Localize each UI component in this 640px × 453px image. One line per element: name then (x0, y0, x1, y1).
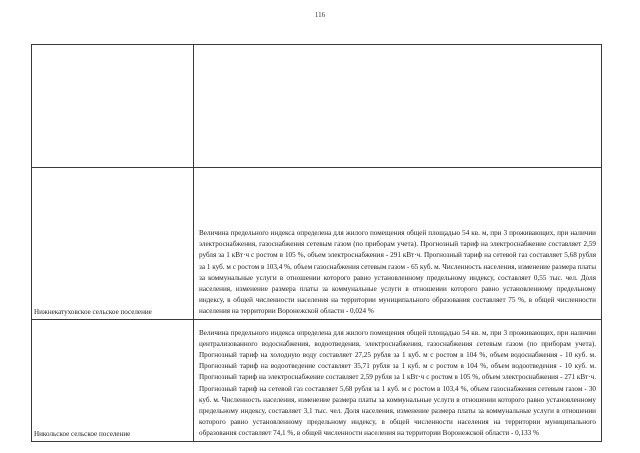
settlement-name-cell (32, 45, 194, 168)
table-row (32, 168, 602, 320)
table-row (32, 45, 602, 168)
settlement-name-cell: Никольское сельское поселение (32, 320, 194, 442)
tariff-index-table (31, 44, 602, 442)
settlement-name-cell: Нижнекатуховское сельское поселение (32, 168, 194, 320)
table-row (32, 320, 602, 442)
page-number: 116 (314, 11, 326, 19)
index-description-cell: Величина предельного индекса определена для жилого помещения общей площадью 54 кв. м, при 3 проживающих, при наличии централизованного водоснабжения, водоотведения, электроснабжения, газоснабжения сетевым газом (по приборам учета). Прогнозный тариф на холодную воду составляет 27,25 рубля за 1 куб. м с ростом в 104 %, объем водоснабжения - 10 куб. м. Прогнозный тариф на водоотведение составляет 35,71 рубля за 1 куб. м с ростом в 104 %, объем водоотведения - 10 куб. м. Прогнозный тариф на электроснабжение составляет 2,59 рубля за 1 кВт·ч с ростом в 105 %, объем электроснабжения - 271 кВт·ч. Прогнозный тариф на сетевой газ составляет 5,68 рубля за 1 куб. м с ростом в 103,4 %, объем газоснабжения сетевым газом - 30 куб. м. Численность населения, изменение размера платы за коммунальные услуги в отношении которого равно установленному предельному индексу, составляет 3,1 тыс. чел. Доля населения, изменение размера платы за коммунальные услуги в отношении которого равно установленному предельному индексу, в общей численности населения на территории муниципального образования составляет 74,1 %, в общей численности населения на территории Воронежской области - 0,133 % (194, 320, 602, 442)
index-description-cell (194, 45, 602, 168)
index-description-cell: Величина предельного индекса определена для жилого помещения общей площадью 54 кв. м, при 3 проживающих, при наличии электроснабжения, газоснабжения сетевым газом (по приборам учета). Прогнозный тариф на электроснабжение составляет 2,59 рубля за 1 кВт·ч с ростом в 105 %, объем электроснабжения - 291 кВт·ч. Прогнозный тариф на сетевой газ составляет 5,68 рубля за 1 куб. м с ростом в 103,4 %, объем газоснабжения сетевым газом - 65 куб. м. Численность населения, изменение размера платы за коммунальные услуги в отношении которого равно установленному предельному индексу, составляет 0,55 тыс. чел. Доля населения, изменение размера платы за коммунальные услуги в отношении которого равно установленному предельному индексу, в общей численности населения на территории муниципального образования составляет 75 %, в общей численности населения на территории Воронежской области - 0,024 % (194, 168, 602, 320)
